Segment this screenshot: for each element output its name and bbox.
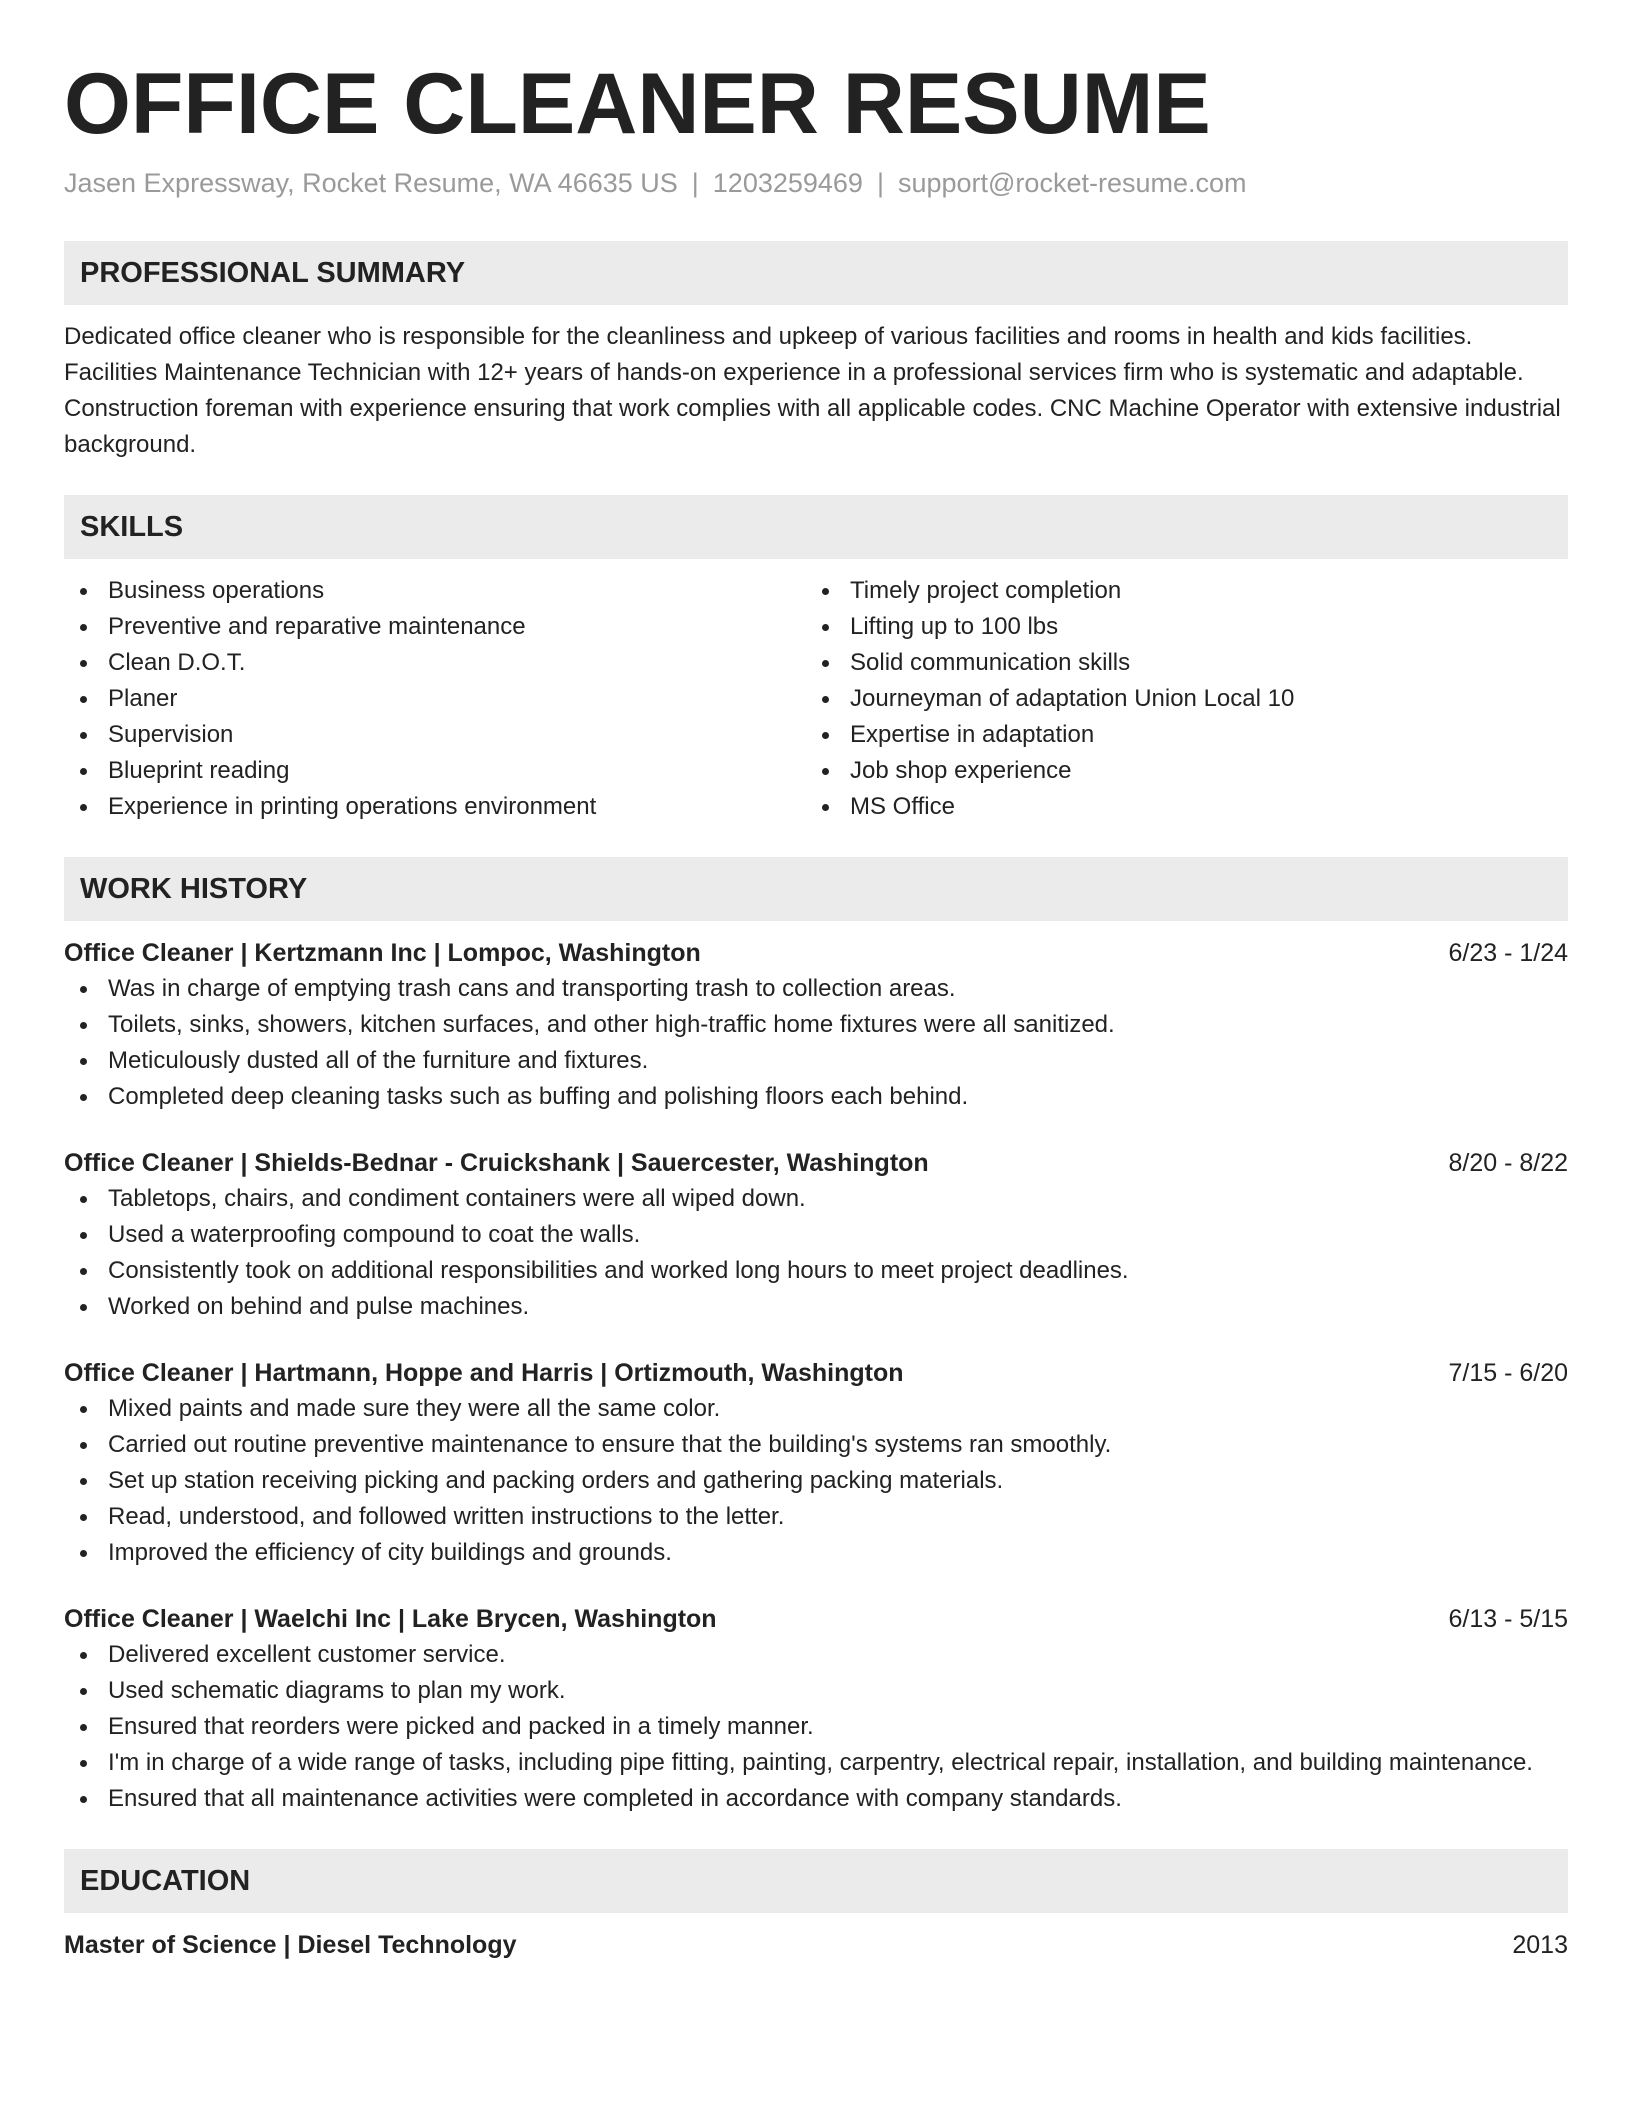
job-bullet: Carried out routine preventive maintenance to ensure that the building's systems ran smoothly.: [64, 1427, 1568, 1463]
skill-item: MS Office: [806, 789, 1548, 825]
job-bullet: Used a waterproofing compound to coat the walls.: [64, 1217, 1568, 1253]
job-bullet: Mixed paints and made sure they were all the same color.: [64, 1391, 1568, 1427]
skills-column-left: [64, 573, 806, 825]
contact-separator: |: [691, 168, 699, 198]
job-dates: 7/15 - 6/20: [1448, 1359, 1568, 1387]
contact-separator: |: [876, 168, 884, 198]
skills-list: [64, 573, 1568, 825]
education-entry: [64, 1927, 1568, 1963]
job-bullet: I'm in charge of a wide range of tasks, including pipe fitting, painting, carpentry, electrical repair, installation, and building maintenance.: [64, 1745, 1568, 1781]
skill-item: Planer: [64, 681, 806, 717]
job-bullet: Worked on behind and pulse machines.: [64, 1289, 1568, 1325]
skills-heading: SKILLS: [64, 495, 1568, 559]
job-title: Office Cleaner | Kertzmann Inc | Lompoc, Washington: [64, 939, 701, 967]
contact-email: support@rocket-resume.com: [897, 168, 1247, 198]
education-degree: Master of Science | Diesel Technology: [64, 1931, 517, 1959]
job-bullet: Consistently took on additional responsibilities and worked long hours to meet project deadlines.: [64, 1253, 1568, 1289]
job-header: [64, 935, 1568, 971]
skills-column-right: [806, 573, 1548, 825]
job-title: Office Cleaner | Hartmann, Hoppe and Harris | Ortizmouth, Washington: [64, 1359, 904, 1387]
job-entry: [64, 1355, 1568, 1571]
job-header: [64, 1355, 1568, 1391]
job-bullet: Read, understood, and followed written instructions to the letter.: [64, 1499, 1568, 1535]
skill-item: Preventive and reparative maintenance: [64, 609, 806, 645]
job-entry: [64, 935, 1568, 1115]
contact-address: Jasen Expressway, Rocket Resume, WA 46635 US: [64, 168, 678, 198]
job-bullet: Delivered excellent customer service.: [64, 1637, 1568, 1673]
job-bullet: Set up station receiving picking and packing orders and gathering packing materials.: [64, 1463, 1568, 1499]
skill-item: Business operations: [64, 573, 806, 609]
skill-item: Journeyman of adaptation Union Local 10: [806, 681, 1548, 717]
job-title: Office Cleaner | Waelchi Inc | Lake Brycen, Washington: [64, 1605, 717, 1633]
job-dates: 6/13 - 5/15: [1448, 1605, 1568, 1633]
job-bullets: [64, 1637, 1568, 1817]
skill-item: Job shop experience: [806, 753, 1548, 789]
skill-item: Supervision: [64, 717, 806, 753]
job-bullets: [64, 1391, 1568, 1571]
skill-item: Lifting up to 100 lbs: [806, 609, 1548, 645]
skill-item: Experience in printing operations environment: [64, 789, 806, 825]
job-bullets: [64, 971, 1568, 1115]
job-header: [64, 1601, 1568, 1637]
job-dates: 6/23 - 1/24: [1448, 939, 1568, 967]
contact-line: [64, 166, 1568, 200]
job-entry: [64, 1601, 1568, 1817]
job-bullet: Ensured that all maintenance activities were completed in accordance with company standards.: [64, 1781, 1568, 1817]
summary-text: Dedicated office cleaner who is responsible for the cleanliness and upkeep of various facilities and rooms in health and kids facilities. Facilities Maintenance Technician with 12+ years of hands-on experience in a professional services firm who is systematic and adaptable. Construction foreman with experience ensuring that work complies with all applicable codes. CNC Machine Operator with extensive industrial background.: [64, 323, 1561, 458]
job-bullet: Improved the efficiency of city buildings and grounds.: [64, 1535, 1568, 1571]
skill-item: Timely project completion: [806, 573, 1548, 609]
job-bullet: Tabletops, chairs, and condiment containers were all wiped down.: [64, 1181, 1568, 1217]
job-bullet: Completed deep cleaning tasks such as buffing and polishing floors each behind.: [64, 1079, 1568, 1115]
resume-title: OFFICE CLEANER RESUME: [64, 56, 1211, 152]
work-history-heading: WORK HISTORY: [64, 857, 1568, 921]
job-bullet: Used schematic diagrams to plan my work.: [64, 1673, 1568, 1709]
contact-phone: 1203259469: [712, 168, 863, 198]
job-bullets: [64, 1181, 1568, 1325]
job-bullet: Ensured that reorders were picked and packed in a timely manner.: [64, 1709, 1568, 1745]
job-title: Office Cleaner | Shields-Bednar - Cruickshank | Sauercester, Washington: [64, 1149, 929, 1177]
job-dates: 8/20 - 8/22: [1448, 1149, 1568, 1177]
job-entry: [64, 1145, 1568, 1325]
job-bullet: Was in charge of emptying trash cans and transporting trash to collection areas.: [64, 971, 1568, 1007]
job-bullet: Toilets, sinks, showers, kitchen surfaces, and other high-traffic home fixtures were all sanitized.: [64, 1007, 1568, 1043]
skill-item: Blueprint reading: [64, 753, 806, 789]
resume-page: [64, 0, 1568, 1963]
skill-item: Clean D.O.T.: [64, 645, 806, 681]
summary-heading: PROFESSIONAL SUMMARY: [64, 241, 1568, 305]
skill-item: Expertise in adaptation: [806, 717, 1548, 753]
skill-item: Solid communication skills: [806, 645, 1548, 681]
job-header: [64, 1145, 1568, 1181]
job-bullet: Meticulously dusted all of the furniture and fixtures.: [64, 1043, 1568, 1079]
education-heading: EDUCATION: [64, 1849, 1568, 1913]
education-year: 2013: [1512, 1931, 1568, 1959]
